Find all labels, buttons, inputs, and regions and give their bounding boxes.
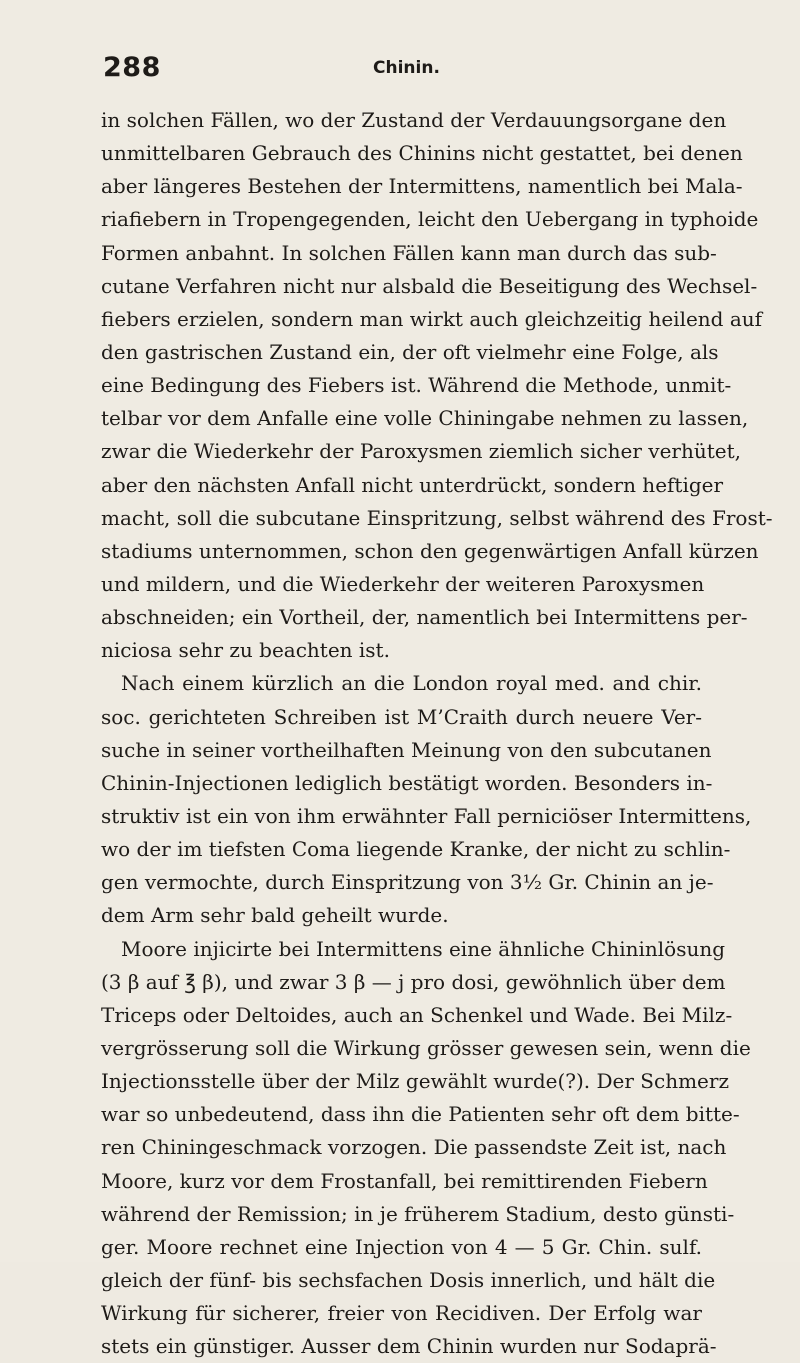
paragraph: [101, 667, 752, 932]
text-line: Wirkung für sicherer, freier von Recidiven. Der Erfolg war: [101, 1301, 702, 1326]
body-text: [101, 104, 773, 1363]
text-line: aber längeres Bestehen der Intermittens, namentlich bei Mala-: [101, 174, 743, 199]
text-line: Chinin-Injectionen lediglich bestätigt worden. Besonders in-: [101, 770, 713, 795]
text-line: (3 β auf ℥ β), und zwar 3 β — j pro dosi, gewöhnlich über dem: [101, 969, 726, 994]
paragraph: [101, 933, 751, 1363]
text-line: war so unbedeutend, dass ihn die Patienten sehr oft dem bitte-: [101, 1102, 740, 1127]
text-line: Injectionsstelle über der Milz gewählt wurde(?). Der Schmerz: [101, 1069, 729, 1094]
text-line: soc. gerichteten Schreiben ist M’Craith durch neuere Ver-: [101, 704, 702, 729]
text-line: eine Bedingung des Fiebers ist. Während die Methode, unmit-: [101, 373, 732, 398]
text-line: unmittelbaren Gebrauch des Chinins nicht gestattet, bei denen: [101, 141, 743, 166]
text-line: dem Arm sehr bald geheilt wurde.: [101, 903, 449, 928]
text-line: fiebers erzielen, sondern man wirkt auch gleichzeitig heilend auf: [101, 306, 763, 331]
text-line: zwar die Wiederkehr der Paroxysmen ziemlich sicher verhütet,: [101, 439, 741, 464]
text-line: ren Chiningeschmack vorzogen. Die passendste Zeit ist, nach: [101, 1135, 727, 1160]
text-line: den gastrischen Zustand ein, der oft vielmehr eine Folge, als: [101, 339, 719, 364]
text-line: Moore, kurz vor dem Frostanfall, bei remittirenden Fiebern: [101, 1168, 708, 1193]
text-line: niciosa sehr zu beachten ist.: [101, 638, 390, 663]
text-line: gen vermochte, durch Einspritzung von 3½ Gr. Chinin an je-: [101, 870, 714, 895]
text-line: cutane Verfahren nicht nur alsbald die Beseitigung des Wechsel-: [101, 273, 758, 298]
text-line: während der Remission; in je früherem Stadium, desto günsti-: [101, 1201, 735, 1226]
text-line: Formen anbahnt. In solchen Fällen kann man durch das sub-: [101, 240, 717, 265]
text-line: Moore injicirte bei Intermittens eine ähnliche Chininlösung: [121, 936, 726, 961]
running-head: Chinin.: [373, 58, 440, 78]
page-number: 288: [103, 52, 161, 83]
text-line: aber den nächsten Anfall nicht unterdrückt, sondern heftiger: [101, 472, 724, 497]
text-line: riafiebern in Tropengegenden, leicht den Uebergang in typhoide: [101, 207, 759, 232]
text-line: abschneiden; ein Vortheil, der, namentlich bei Intermittens per-: [101, 605, 748, 630]
text-line: Triceps oder Deltoides, auch an Schenkel und Wade. Bei Milz-: [101, 1002, 733, 1027]
page-header: [103, 52, 701, 92]
text-line: struktiv ist ein von ihm erwähnter Fall perniciöser Intermittens,: [101, 803, 752, 828]
text-line: Nach einem kürzlich an die London royal med. and chir.: [121, 671, 702, 696]
text-line: und mildern, und die Wiederkehr der weiteren Paroxysmen: [101, 571, 705, 596]
text-line: stadiums unternommen, schon den gegenwärtigen Anfall kürzen: [101, 538, 759, 563]
text-line: macht, soll die subcutane Einspritzung, selbst während des Frost-: [101, 505, 773, 530]
text-line: ger. Moore rechnet eine Injection von 4 — 5 Gr. Chin. sulf.: [101, 1234, 702, 1259]
text-line: telbar vor dem Anfalle eine volle Chiningabe nehmen zu lassen,: [101, 406, 749, 431]
text-line: stets ein günstiger. Ausser dem Chinin wurden nur Sodaprä-: [101, 1334, 717, 1359]
paragraph: [101, 104, 773, 667]
text-line: gleich der fünf- bis sechsfachen Dosis innerlich, und hält die: [101, 1267, 716, 1292]
text-line: wo der im tiefsten Coma liegende Kranke, der nicht zu schlin-: [101, 837, 731, 862]
text-line: in solchen Fällen, wo der Zustand der Verdauungsorgane den: [101, 108, 727, 132]
text-line: suche in seiner vortheilhaften Meinung von den subcutanen: [101, 737, 712, 762]
text-line: vergrösserung soll die Wirkung grösser gewesen sein, wenn die: [101, 1035, 751, 1060]
